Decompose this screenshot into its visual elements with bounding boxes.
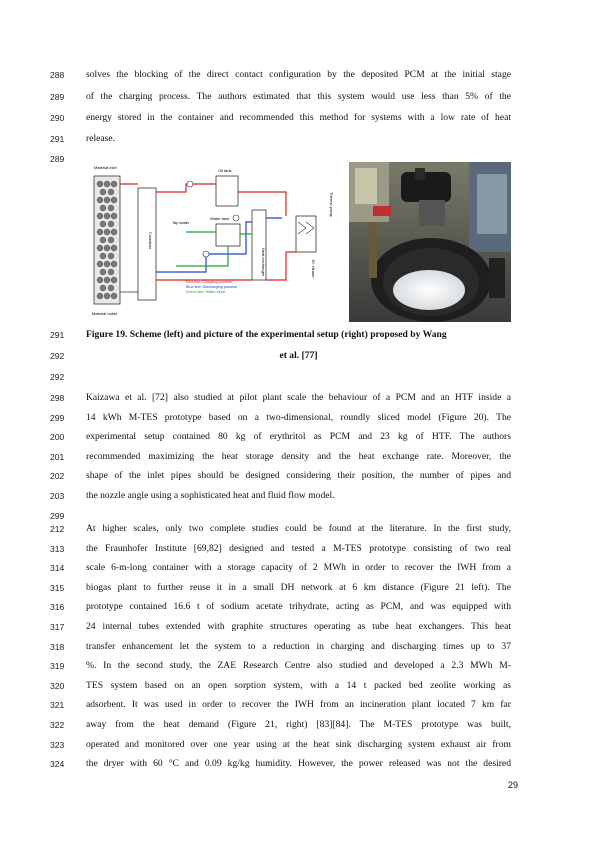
line-text: of the charging process. The authors estimated that this system would use less than 5% of the — [86, 91, 511, 102]
text-line — [0, 757, 595, 771]
text-line — [0, 489, 595, 503]
line-number: 315 — [50, 582, 65, 593]
text-line — [0, 90, 595, 104]
line-text: transfer enhancement let the system to a reduction in charging and discharging times up to 37 — [86, 640, 511, 652]
line-number: 201 — [50, 451, 65, 462]
line-number: 318 — [50, 641, 65, 652]
line-number: 299 — [50, 510, 65, 521]
text-line — [0, 430, 595, 444]
label-water-tank: Water tank — [210, 216, 230, 221]
line-text: the Fraunhofer Institute [69,82] designed and tested a M-TES prototype consisting of two real — [86, 542, 511, 554]
figure-caption: et al. [77] — [279, 350, 318, 361]
figure-19 — [86, 162, 511, 322]
line-number: 212 — [50, 524, 65, 534]
text-line — [0, 698, 595, 712]
line-number: 290 — [50, 113, 65, 123]
text-line — [0, 600, 595, 614]
legend-green: Green line: Water circle — [186, 290, 226, 294]
label-material-outlet: Material outlet — [92, 311, 118, 316]
line-number: 324 — [50, 759, 65, 770]
text-line — [0, 411, 595, 425]
line-number: 289 — [50, 154, 65, 164]
text-line — [0, 581, 595, 595]
text-line — [0, 450, 595, 464]
text-line — [0, 132, 595, 146]
figure-caption: Figure 19. Scheme (left) and picture of the experimental setup (right) proposed by Wang — [86, 329, 447, 340]
line-text: At higher scales, only two complete studies could be found at the literature. In the first study, — [86, 523, 511, 534]
line-number: 292 — [50, 351, 65, 361]
label-container: Container — [148, 232, 153, 250]
caption-line — [0, 349, 595, 363]
line-number: 316 — [50, 602, 65, 613]
text-line — [0, 509, 595, 523]
line-text: energy stored in the container and recommended this method for systems with a low rate of heat — [86, 112, 511, 123]
line-number: 289 — [50, 92, 65, 102]
text-line — [0, 469, 595, 483]
label-material-inlet: Material inlet — [94, 165, 117, 170]
line-number: 321 — [50, 700, 65, 711]
line-text: prototype contained 16.6 t of sodium acetate trihydrate, acting as PCM, and was equipped with — [86, 601, 511, 613]
line-text: 14 kWh M-TES prototype based on a two-dimensional, roundly sliced model (Figure 20). The — [86, 411, 511, 423]
text-line — [0, 738, 595, 752]
line-number: 320 — [50, 680, 65, 691]
line-text: experimental setup contained 80 kg of erythritol as PCM and 23 kg of HTF. The authors — [86, 431, 511, 443]
line-text: solves the blocking of the direct contact configuration by the deposited PCM at the initial stage — [86, 69, 511, 80]
line-text: scale 6-m-long container with a storage capacity of 2 MWh in order to recover the IWH from a — [86, 562, 511, 574]
text-line — [0, 391, 595, 405]
line-number: 202 — [50, 471, 65, 482]
line-text: Kaizawa et al. [72] also studied at pilot plant scale the behaviour of a PCM and an HTF inside a — [86, 392, 511, 403]
text-line — [0, 718, 595, 732]
line-number: 313 — [50, 543, 65, 554]
line-text: the nozzle angle using a sophisticated heat and fluid flow model. — [86, 490, 335, 501]
line-text: shape of the inlet pipes should be designed considering their position, the number of pipes and — [86, 470, 511, 482]
text-line — [0, 522, 595, 536]
text-line — [0, 659, 595, 673]
text-line — [0, 370, 595, 384]
caption-line — [0, 328, 595, 342]
text-line — [0, 542, 595, 556]
line-number: 319 — [50, 661, 65, 672]
text-line — [0, 561, 595, 575]
line-text: release. — [86, 133, 116, 144]
line-number: 200 — [50, 432, 65, 443]
line-text: recommended maximizing the heat storage density and the heat exchange rate. Moreover, the — [86, 450, 511, 462]
line-text: 24 internal tubes extended with graphite structures operating as tube heat exchangers. This heat — [86, 621, 511, 632]
line-number: 323 — [50, 739, 65, 750]
line-number: 299 — [50, 412, 65, 423]
experimental-setup-photo — [349, 162, 511, 322]
line-number: 288 — [50, 70, 65, 80]
line-text: TES system based on an open sorption system, with a 14 t packed bed zeolite working as — [86, 679, 511, 691]
text-line — [0, 640, 595, 654]
line-number: 298 — [50, 393, 65, 403]
text-line — [0, 620, 595, 634]
line-number: 317 — [50, 622, 65, 632]
label-tap-water: Tap water — [172, 220, 190, 225]
text-line — [0, 111, 595, 125]
legend-red: Red line: Charging process — [186, 280, 232, 284]
line-text: away from the heat demand (Figure 21, right) [83][84]. The M-TES prototype was built, — [86, 719, 511, 730]
line-number: 291 — [50, 134, 65, 144]
line-text: biogas plant to further reuse it in a small DH network at 6 km distance (Figure 21 left). The — [86, 581, 511, 593]
label-el-heater: El. Heater — [311, 260, 316, 278]
line-text: operated and monitored over one year using at the heat sink discharging system exhaust air from — [86, 738, 511, 750]
line-text: the dryer with 60 °C and 0.09 kg/kg humidity. However, the power released was not the desired — [86, 758, 511, 770]
line-number: 314 — [50, 563, 65, 574]
line-number: 203 — [50, 491, 65, 501]
label-oil-tank: Oil tank — [218, 168, 232, 173]
text-line — [0, 679, 595, 693]
line-number: 291 — [50, 330, 65, 340]
line-number: 292 — [50, 372, 65, 382]
line-number: 322 — [50, 720, 65, 730]
scheme-diagram — [86, 162, 341, 322]
text-line — [0, 68, 595, 82]
line-text: %. In the second study, the ZAE Research Centre also studied and developed a 2.3 MWh M- — [86, 660, 511, 672]
legend-blue: Blue line: Discharging process — [186, 285, 238, 289]
page-number: 29 — [507, 780, 518, 790]
label-thermo-pump: Thermo pump — [329, 192, 334, 217]
label-heat-exchanger: Heat exchanger — [261, 248, 266, 277]
line-text: adsorbent. It was used in order to recover the IWH from an incineration plant located 7 km far — [86, 699, 511, 711]
